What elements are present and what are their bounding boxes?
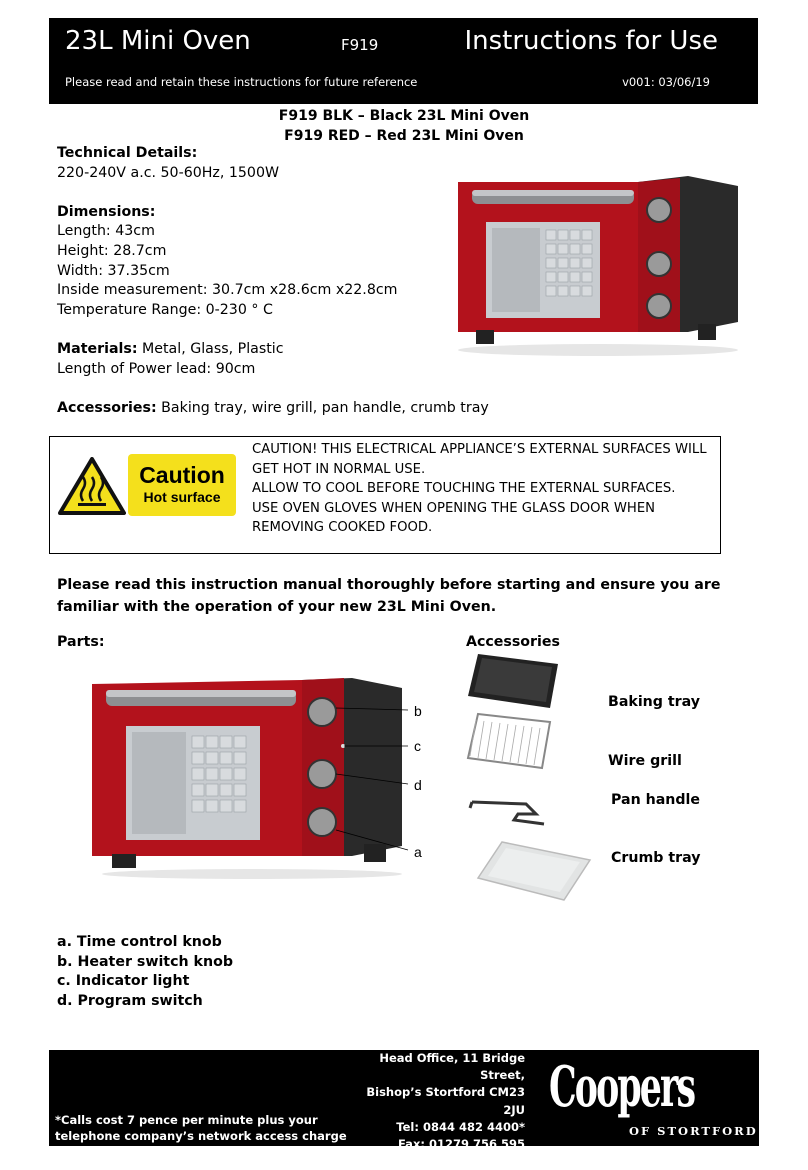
brand-subtitle: OF STORTFORD [629, 1124, 758, 1138]
crumb-tray-image [476, 840, 592, 902]
variant-red: F919 RED – Red 23L Mini Oven [284, 128, 524, 144]
materials-value: Metal, Glass, Plastic [137, 340, 284, 357]
legend-item: c. Indicator light [57, 973, 190, 990]
product-variants [0, 106, 808, 146]
website-link: www.coopersofstortford.co.uk [357, 1154, 555, 1169]
dimension-inside: Inside measurement: 30.7cm x28.6cm x22.8cm [57, 282, 398, 299]
caution-line: GET HOT IN NORMAL USE. [252, 461, 426, 477]
calls-note-line: *Calls cost 7 pence per minute plus your [55, 1113, 318, 1127]
accessories-value: Baking tray, wire grill, pan handle, crumb tray [156, 399, 489, 416]
caution-sign [128, 454, 236, 516]
legend-item: d. Program switch [57, 992, 203, 1009]
footer-address [357, 1050, 555, 1170]
technical-heading: Technical Details: [57, 145, 198, 161]
variant-black: F919 BLK – Black 23L Mini Oven [278, 108, 530, 124]
footer-bar [49, 1050, 759, 1169]
caution-sign-title: Caution [139, 462, 225, 488]
power-lead-length: Length of Power lead: 90cm [57, 360, 256, 377]
fax-number: Fax: 01279 756 595 [398, 1137, 525, 1152]
document-type: Instructions for Use [464, 26, 718, 56]
wire-grill-image [466, 712, 552, 770]
dimensions-heading: Dimensions: [57, 203, 156, 220]
phone-number: Tel: 0844 482 4400* [396, 1119, 525, 1134]
caution-line: USE OVEN GLOVES WHEN OPENING THE GLASS DOOR WHEN [252, 500, 656, 516]
specifications [57, 144, 489, 418]
accessories-heading: Accessories [466, 634, 560, 650]
model-number: F919 [341, 36, 379, 54]
address-line: Head Office, 11 Bridge Street, [379, 1051, 525, 1083]
caution-line: ALLOW TO COOL BEFORE TOUCHING THE EXTERNAL SURFACES. [252, 481, 676, 496]
document-title: 23L Mini Oven [65, 26, 251, 56]
address-line: Bishop’s Stortford CM23 2JU [366, 1085, 525, 1117]
hot-surface-warning-icon [58, 457, 126, 515]
brand-logo: Coopers [549, 1054, 695, 1120]
accessory-wire-grill: Wire grill [608, 753, 682, 769]
accessory-baking-tray: Baking tray [608, 694, 701, 710]
legend-item: a. Time control knob [57, 934, 222, 950]
technical-value: 220-240V a.c. 50-60Hz, 1500W [57, 164, 280, 181]
dimension-length: Length: 43cm [57, 223, 155, 240]
header-bar [49, 18, 758, 104]
caution-box [49, 436, 721, 554]
temperature-range: Temperature Range: 0-230 ° C [57, 301, 273, 318]
pan-handle-image [466, 792, 552, 828]
materials-heading: Materials: [57, 340, 138, 357]
legend-item: b. Heater switch knob [57, 953, 233, 970]
read-instructions-note: Please read this instruction manual thoroughly before starting and ensure you are familiar with the operation of your new 23L Mini Oven. [57, 577, 721, 615]
dimension-width: Width: 37.35cm [57, 262, 170, 279]
caution-line: REMOVING COOKED FOOD. [252, 520, 433, 535]
oven-parts-diagram [82, 670, 442, 882]
calls-note-line: telephone company’s network access charge [55, 1129, 347, 1143]
callout-c: c [414, 738, 421, 754]
calls-cost-note [55, 1112, 355, 1144]
baking-tray-image [466, 650, 562, 710]
accessory-pan-handle: Pan handle [611, 792, 701, 808]
accessory-crumb-tray: Crumb tray [611, 850, 701, 866]
oven-product-image [448, 172, 748, 358]
header-subtitle: Please read and retain these instructions for future reference [65, 75, 418, 89]
dimension-height: Height: 28.7cm [57, 242, 167, 259]
callout-a: a [414, 844, 422, 860]
parts-legend [57, 933, 233, 1011]
version-label: v001: 03/06/19 [622, 75, 710, 89]
caution-text [252, 440, 712, 538]
callout-d: d [414, 777, 422, 793]
accessories-heading: Accessories: [57, 399, 157, 416]
callout-b: b [414, 703, 422, 719]
parts-heading: Parts: [57, 634, 105, 650]
caution-line: CAUTION! THIS ELECTRICAL APPLIANCE’S EXTERNAL SURFACES WILL [252, 442, 707, 457]
caution-sign-sub: Hot surface [143, 489, 221, 505]
